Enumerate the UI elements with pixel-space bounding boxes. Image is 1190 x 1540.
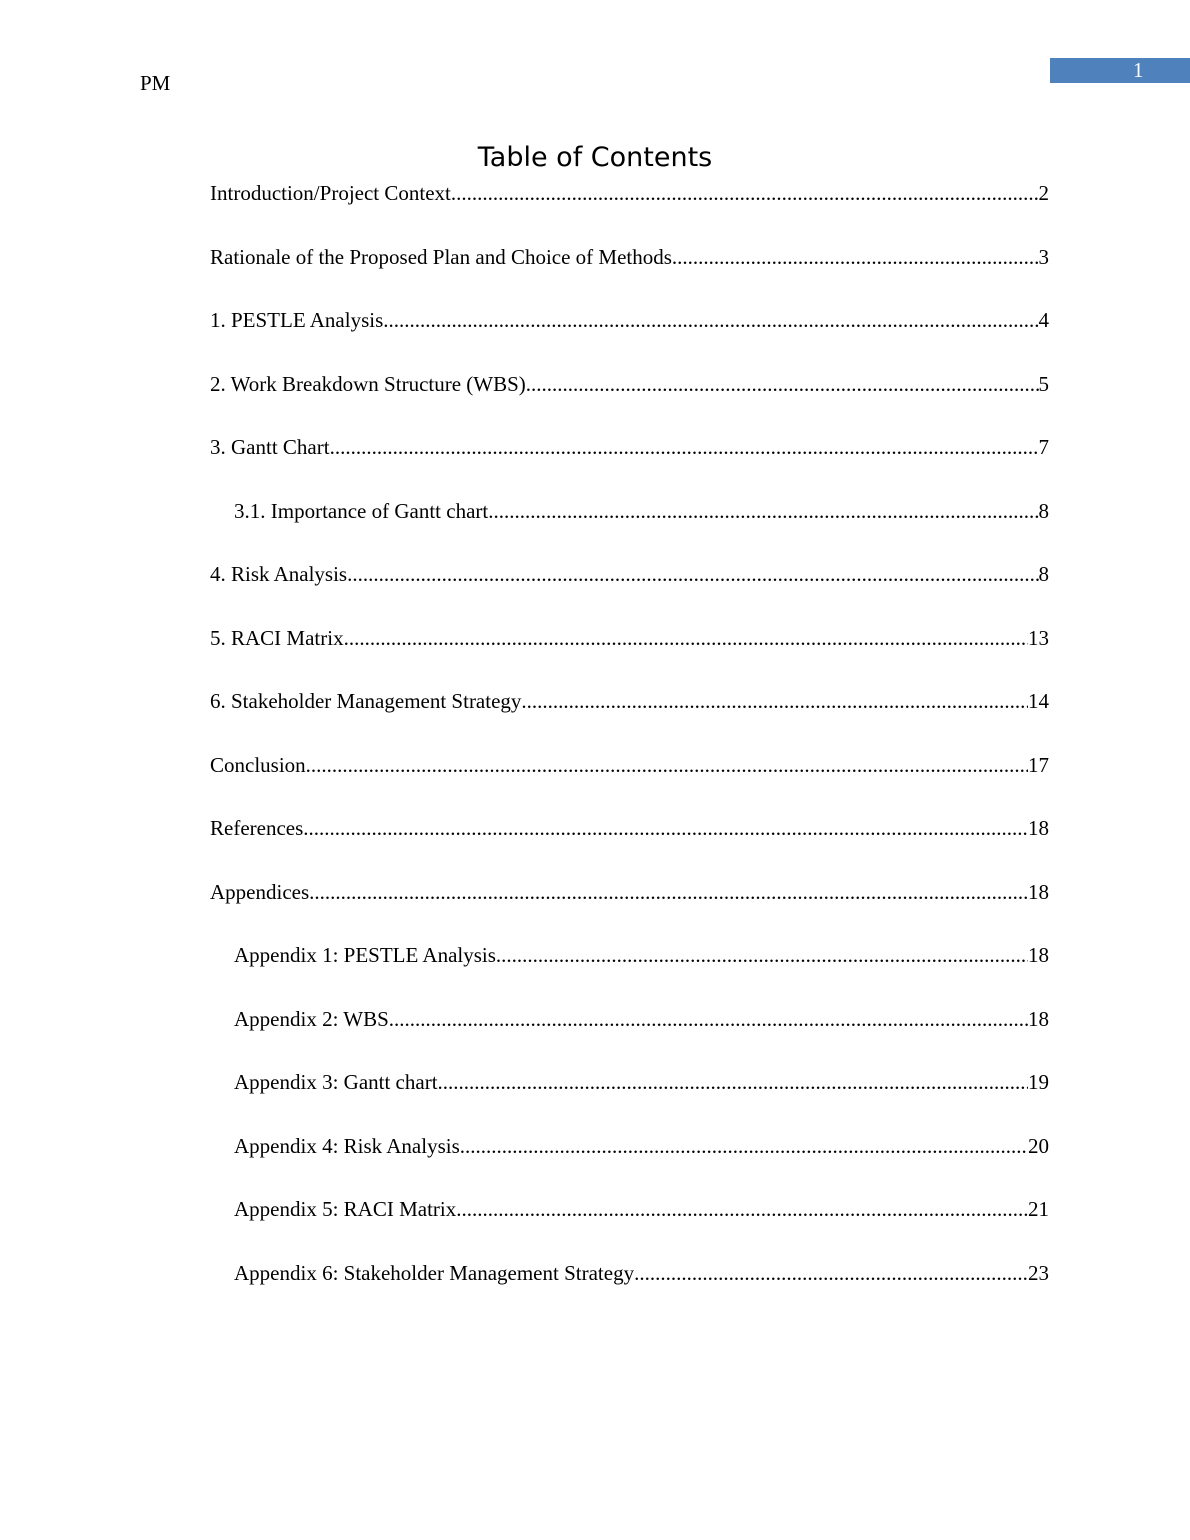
toc-entry-text: References	[210, 816, 304, 840]
toc-dot-leader	[488, 496, 1038, 526]
toc-entry-text: Conclusion	[210, 752, 306, 777]
toc-dot-leader	[347, 559, 1038, 589]
toc-entry-page: 19	[1028, 1070, 1049, 1094]
toc-entry[interactable]	[210, 623, 1049, 687]
toc-entry-page: 23	[1028, 1260, 1049, 1285]
toc-subentry[interactable]	[210, 1194, 1049, 1258]
toc-entry-page: 18	[1028, 943, 1049, 967]
toc-dot-leader	[303, 813, 1028, 843]
toc-entry-text: Appendix 2: WBS	[234, 1006, 389, 1031]
toc-entry-text: 4. Risk Analysis	[210, 562, 348, 586]
toc-subentry[interactable]	[210, 1004, 1049, 1068]
toc-entry-page: 20	[1028, 1133, 1049, 1158]
toc-dot-leader	[306, 750, 1028, 780]
toc-entry-page: 4	[1038, 308, 1049, 332]
toc-entry-page: 18	[1028, 1006, 1049, 1031]
running-head: PM	[140, 71, 171, 95]
toc-entry[interactable]	[210, 813, 1049, 877]
toc-entry-page: 8	[1038, 562, 1049, 586]
toc-entry[interactable]	[210, 559, 1049, 623]
toc-dot-leader	[383, 305, 1038, 335]
toc-subentry[interactable]	[210, 940, 1049, 1004]
toc-subentry[interactable]	[210, 496, 1049, 560]
toc-entry-text: Appendix 5: RACI Matrix	[234, 1197, 457, 1221]
toc-subentry[interactable]	[210, 1067, 1049, 1131]
toc-entry-text: Appendix 6: Stakeholder Management Strategy	[234, 1260, 635, 1285]
toc-entry-page: 17	[1028, 752, 1049, 777]
toc-entry-text: Introduction/Project Context	[210, 181, 451, 205]
toc-entry[interactable]	[210, 750, 1049, 814]
toc-entry[interactable]	[210, 178, 1049, 242]
toc-entry-text: 2. Work Breakdown Structure (WBS)	[210, 371, 526, 396]
toc-list	[210, 178, 1049, 1321]
toc-dot-leader	[389, 1004, 1028, 1034]
toc-entry-text: 1. PESTLE Analysis	[210, 308, 384, 332]
toc-entry-text: Appendix 4: Risk Analysis	[234, 1133, 460, 1158]
toc-entry-page: 5	[1038, 371, 1049, 396]
toc-dot-leader	[496, 940, 1028, 970]
toc-entry[interactable]	[210, 305, 1049, 369]
toc-dot-leader	[460, 1131, 1028, 1161]
toc-dot-leader	[456, 1194, 1028, 1224]
page-number-bar	[1050, 58, 1190, 83]
toc-entry-page: 21	[1028, 1197, 1049, 1221]
toc-title: Table of Contents	[477, 142, 713, 173]
toc-entry-text: 6. Stakeholder Management Strategy	[210, 689, 522, 713]
toc-entry-page: 14	[1028, 689, 1049, 713]
toc-entry-text: 5. RACI Matrix	[210, 625, 344, 650]
toc-entry-page: 8	[1038, 498, 1049, 523]
toc-entry-text: Rationale of the Proposed Plan and Choice of Methods	[210, 244, 672, 269]
toc-dot-leader	[521, 686, 1028, 716]
toc-entry-page: 18	[1028, 879, 1049, 904]
toc-entry[interactable]	[210, 432, 1049, 496]
toc-dot-leader	[672, 242, 1039, 272]
toc-entry-text: Appendices	[210, 879, 310, 904]
toc-subentry[interactable]	[210, 1258, 1049, 1322]
toc-entry-page: 7	[1038, 435, 1049, 459]
toc-entry-page: 18	[1028, 816, 1049, 840]
toc-entry[interactable]	[210, 686, 1049, 750]
toc-entry-text: 3.1. Importance of Gantt chart	[234, 498, 489, 523]
toc-entry[interactable]	[210, 369, 1049, 433]
toc-entry[interactable]	[210, 877, 1049, 941]
toc-dot-leader	[438, 1067, 1028, 1097]
toc-dot-leader	[330, 432, 1039, 462]
toc-dot-leader	[309, 877, 1028, 907]
toc-entry-text: Appendix 1: PESTLE Analysis	[234, 943, 496, 967]
page-number: 1	[1133, 58, 1144, 82]
toc-entry-text: Appendix 3: Gantt chart	[234, 1070, 438, 1094]
toc-entry[interactable]	[210, 242, 1049, 306]
toc-dot-leader	[634, 1258, 1028, 1288]
toc-dot-leader	[526, 369, 1039, 399]
toc-dot-leader	[344, 623, 1028, 653]
toc-entry-text: 3. Gantt Chart	[210, 435, 330, 459]
toc-entry-page: 3	[1038, 244, 1049, 269]
toc-entry-page: 2	[1038, 181, 1049, 205]
toc-dot-leader	[451, 178, 1039, 208]
toc-subentry[interactable]	[210, 1131, 1049, 1195]
toc-entry-page: 13	[1028, 625, 1049, 650]
